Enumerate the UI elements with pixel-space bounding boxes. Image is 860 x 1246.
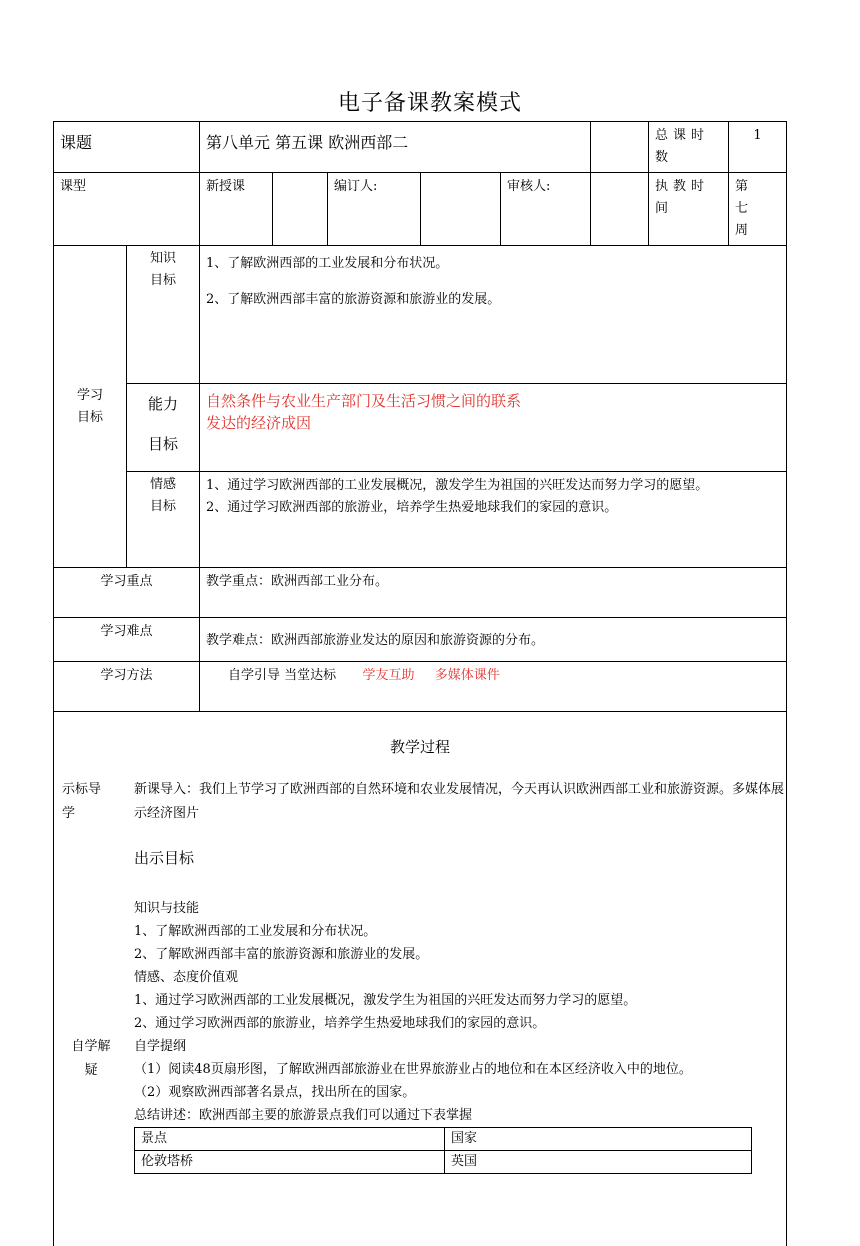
ability-content bbox=[200, 384, 787, 472]
editor-value bbox=[421, 173, 501, 246]
self-label: 自学解疑 bbox=[71, 1039, 111, 1078]
ability-label-line: 目标 bbox=[148, 435, 179, 453]
total-hours-value: 1 bbox=[729, 122, 787, 173]
table-cell: 英国 bbox=[445, 1151, 752, 1174]
page-title: 电子备课教案模式 bbox=[337, 91, 522, 116]
ability-label-line: 能力 bbox=[148, 395, 179, 413]
lesson-plan-table bbox=[53, 121, 787, 1246]
method-red-2: 多媒体课件 bbox=[434, 668, 500, 683]
emotion-item: 1、通过学习欧洲西部的工业发展概况，激发学生为祖国的兴旺发达而努力学习的愿望。 bbox=[206, 478, 709, 493]
ks-item: 2、了解欧洲西部丰富的旅游资源和旅游业的发展。 bbox=[134, 947, 429, 962]
method-red-1: 学友互助 bbox=[362, 668, 415, 683]
exec-time-value: 第七周 bbox=[729, 173, 787, 246]
type-label: 课型 bbox=[54, 173, 200, 246]
outline-item: （1）阅读48页扇形图，了解欧洲西部旅游业在世界旅游业占的地位和在本区经济收入中的地位。 bbox=[134, 1062, 692, 1077]
knowledge-label: 知识目标 bbox=[127, 246, 200, 384]
outline-title: 自学提纲 bbox=[134, 1039, 187, 1054]
ability-item: 发达的经济成因 bbox=[206, 414, 312, 432]
ks-item: 1、了解欧洲西部的工业发展和分布状况。 bbox=[134, 924, 377, 939]
table-row bbox=[135, 1151, 752, 1174]
process-title: 教学过程 bbox=[390, 738, 451, 756]
editor-label: 编订人: bbox=[328, 173, 421, 246]
summary: 总结讲述：欧洲西部主要的旅游景点我们可以通过下表掌握 bbox=[134, 1108, 473, 1123]
ea-title: 情感、态度价值观 bbox=[134, 970, 239, 985]
table-cell: 伦敦塔桥 bbox=[135, 1151, 445, 1174]
method-value bbox=[200, 662, 787, 712]
knowledge-item: 1、了解欧洲西部的工业发展和分布状况。 bbox=[206, 256, 449, 271]
subject-label: 课题 bbox=[54, 122, 200, 173]
method-label: 学习方法 bbox=[54, 662, 200, 712]
difficulty-value: 教学难点：欧洲西部旅游业发达的原因和旅游资源的分布。 bbox=[200, 618, 787, 662]
ea-item: 1、通过学习欧洲西部的工业发展概况，激发学生为祖国的兴旺发达而努力学习的愿望。 bbox=[134, 993, 637, 1008]
teaching-process bbox=[54, 712, 787, 1246]
ability-label bbox=[127, 384, 200, 472]
knowledge-item: 2、了解欧洲西部丰富的旅游资源和旅游业的发展。 bbox=[206, 292, 501, 307]
blank-cell bbox=[591, 122, 649, 173]
emotion-item: 2、通过学习欧洲西部的旅游业，培养学生热爱地球我们的家园的意识。 bbox=[206, 500, 618, 515]
ks-title: 知识与技能 bbox=[134, 901, 200, 916]
reviewer-value bbox=[591, 173, 649, 246]
exec-time-label: 执教时间 bbox=[649, 173, 729, 246]
table-header: 景点 bbox=[135, 1128, 445, 1151]
intro-label: 示标导学 bbox=[62, 782, 102, 821]
emotion-content bbox=[200, 472, 787, 568]
key-point-value: 教学重点：欧洲西部工业分布。 bbox=[200, 568, 787, 618]
key-point-label: 学习重点 bbox=[54, 568, 200, 618]
emotion-label: 情感目标 bbox=[127, 472, 200, 568]
total-hours-label: 总课时数 bbox=[649, 122, 729, 173]
scenic-table bbox=[134, 1127, 752, 1174]
ability-item: 自然条件与农业生产部门及生活习惯之间的联系 bbox=[206, 392, 522, 410]
subject-value: 第八单元 第五课 欧洲西部二 bbox=[200, 122, 591, 173]
show-goals: 出示目标 bbox=[134, 849, 195, 867]
method-black: 自学引导 当堂达标 bbox=[228, 668, 337, 683]
knowledge-content bbox=[200, 246, 787, 384]
goals-label: 学习目标 bbox=[54, 246, 127, 568]
type-value: 新授课 bbox=[200, 173, 273, 246]
intro-text: 新课导入：我们上节学习了欧洲西部的自然环境和农业发展情况，今天再认识欧洲西部工业和旅游资源。多媒体展示经济图片 bbox=[134, 782, 785, 821]
outline-item: （2）观察欧洲西部著名景点，找出所在的国家。 bbox=[134, 1085, 416, 1100]
reviewer-label: 审核人: bbox=[501, 173, 591, 246]
blank-cell bbox=[273, 173, 328, 246]
difficulty-label: 学习难点 bbox=[54, 618, 200, 662]
ea-item: 2、通过学习欧洲西部的旅游业，培养学生热爱地球我们的家园的意识。 bbox=[134, 1016, 546, 1031]
table-header: 国家 bbox=[445, 1128, 752, 1151]
